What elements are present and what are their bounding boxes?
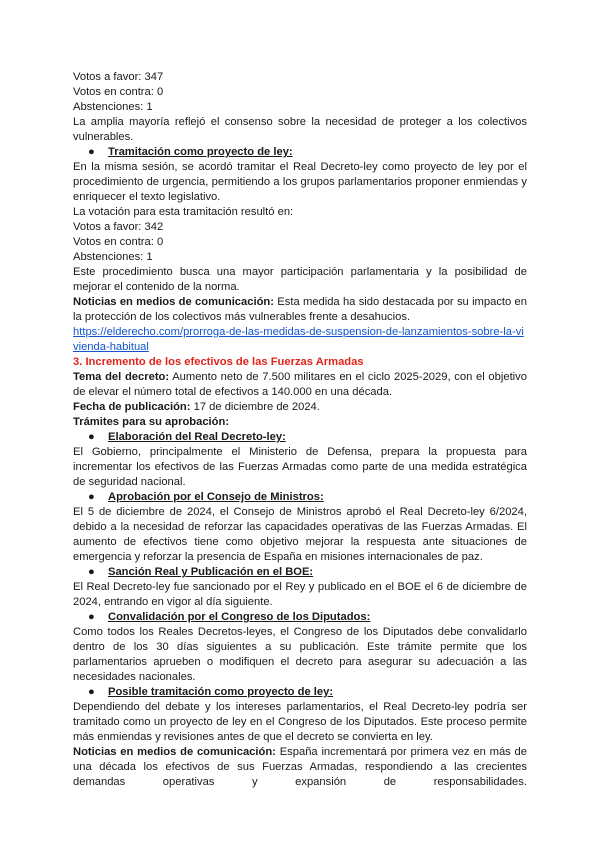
- decree-label: Tema del decreto:: [73, 371, 170, 383]
- bullet-tramitacion-ley: [73, 145, 527, 160]
- bullet-icon: ●: [88, 491, 95, 503]
- news-link[interactable]: https://elderecho.com/prorroga-de-las-medidas-de-suspension-de-lanzamientos-sobre-la-vivienda-habitual: [73, 326, 524, 353]
- procedure-paragraph: Este procedimiento busca una mayor participación parlamentaria y la posibilidad de mejorar el contenido de la norma.: [73, 266, 527, 293]
- bullet-step-5: [73, 685, 527, 700]
- bullet-step-3: [73, 565, 527, 580]
- votes-for: Votos a favor: 347: [73, 71, 164, 83]
- votes-for-2: Votos a favor: 342: [73, 221, 164, 233]
- bullet-icon: ●: [88, 611, 95, 623]
- steps-label: Trámites para su aprobación:: [73, 416, 230, 428]
- news-paragraph-1: [73, 295, 527, 325]
- bullet-icon: ●: [88, 431, 95, 443]
- pub-text: 17 de diciembre de 2024.: [190, 401, 320, 413]
- news-text: Esta medida ha sido destacada por su impacto en la protección de los colectivos más vulnerables frente a desahucios.: [73, 296, 527, 323]
- bullet-icon: ●: [88, 146, 95, 158]
- step-paragraph: El 5 de diciembre de 2024, el Consejo de Ministros aprobó el Real Decreto-ley 6/2024, debido a la necesidad de reforzar las capacidades operativas de las Fuerzas Armadas. El aumento de efectivos tiene como objetivo mejorar la respuesta ante situaciones de emergencia y reforzar la presencia de España en misiones internacionales de paz.: [73, 506, 527, 563]
- document-page: [73, 70, 527, 790]
- step-heading: Elaboración del Real Decreto-ley:: [108, 431, 286, 443]
- news-label: Noticias en medios de comunicación:: [73, 746, 276, 758]
- decree-text: Aumento neto de 7.500 militares en el ciclo 2025-2029, con el objetivo de elevar el número total de efectivos a 140.000 en una década.: [73, 371, 527, 398]
- bullet-step-2: [73, 490, 527, 505]
- bullet-step-4: [73, 610, 527, 625]
- bullet-icon: ●: [88, 566, 95, 578]
- step-paragraph: Dependiendo del debate y los intereses parlamentarios, el Real Decreto-ley podría ser tramitado como un proyecto de ley en el Congreso de los Diputados. Este proceso permite más enmiendas y revisiones antes de que el decreto se convierta en ley.: [73, 701, 527, 743]
- step-heading: Sanción Real y Publicación en el BOE:: [108, 566, 314, 578]
- step-heading: Convalidación por el Congreso de los Diputados:: [108, 611, 371, 623]
- bullet-icon: ●: [88, 686, 95, 698]
- section-3-title: 3. Incremento de los efectivos de las Fuerzas Armadas: [73, 356, 364, 368]
- step-heading: Aprobación por el Consejo de Ministros:: [108, 491, 324, 503]
- pub-label: Fecha de publicación:: [73, 401, 191, 413]
- bullet-step-1: [73, 430, 527, 445]
- news-paragraph-2: [73, 745, 527, 790]
- abstentions: Abstenciones: 1: [73, 101, 153, 113]
- votes-against: Votos en contra: 0: [73, 86, 164, 98]
- step-heading: Posible tramitación como proyecto de ley:: [108, 686, 334, 698]
- abstentions-2: Abstenciones: 1: [73, 251, 153, 263]
- step-paragraph: El Gobierno, principalmente el Ministerio de Defensa, prepara la propuesta para incrementar los efectivos de las Fuerzas Armadas como parte de una medida estratégica de seguridad nacional.: [73, 446, 527, 488]
- news-text: España incrementará por primera vez en más de una década los efectivos de sus Fuerzas Armadas, respondiendo a las crecientes demandas operativas y expansión de responsabilidades.: [73, 746, 528, 788]
- tramitacion-paragraph: En la misma sesión, se acordó tramitar el Real Decreto-ley como proyecto de ley por el procedimiento de urgencia, permitiendo a los grupos parlamentarios proponer enmiendas y enriquecer el texto legislativo.: [73, 161, 527, 203]
- step-paragraph: Como todos los Reales Decretos-leyes, el Congreso de los Diputados debe convalidarlo dentro de los 30 días siguientes a su publicación. Este trámite permite que los parlamentarios aprueben o modifiquen el decreto para asegurar su adecuación a las necesidades nacionales.: [73, 626, 527, 683]
- decree-topic: [73, 370, 527, 400]
- publication-date: [73, 400, 527, 415]
- votes-against-2: Votos en contra: 0: [73, 236, 164, 248]
- news-label: Noticias en medios de comunicación:: [73, 296, 274, 308]
- bullet-heading: Tramitación como proyecto de ley:: [108, 146, 293, 158]
- step-paragraph: El Real Decreto-ley fue sancionado por el Rey y publicado en el BOE el 6 de diciembre de 2024, entrando en vigor al día siguiente.: [73, 581, 527, 608]
- consensus-paragraph: La amplia mayoría reflejó el consenso sobre la necesidad de proteger a los colectivos vulnerables.: [73, 116, 527, 143]
- vote-intro: La votación para esta tramitación resultó en:: [73, 206, 294, 218]
